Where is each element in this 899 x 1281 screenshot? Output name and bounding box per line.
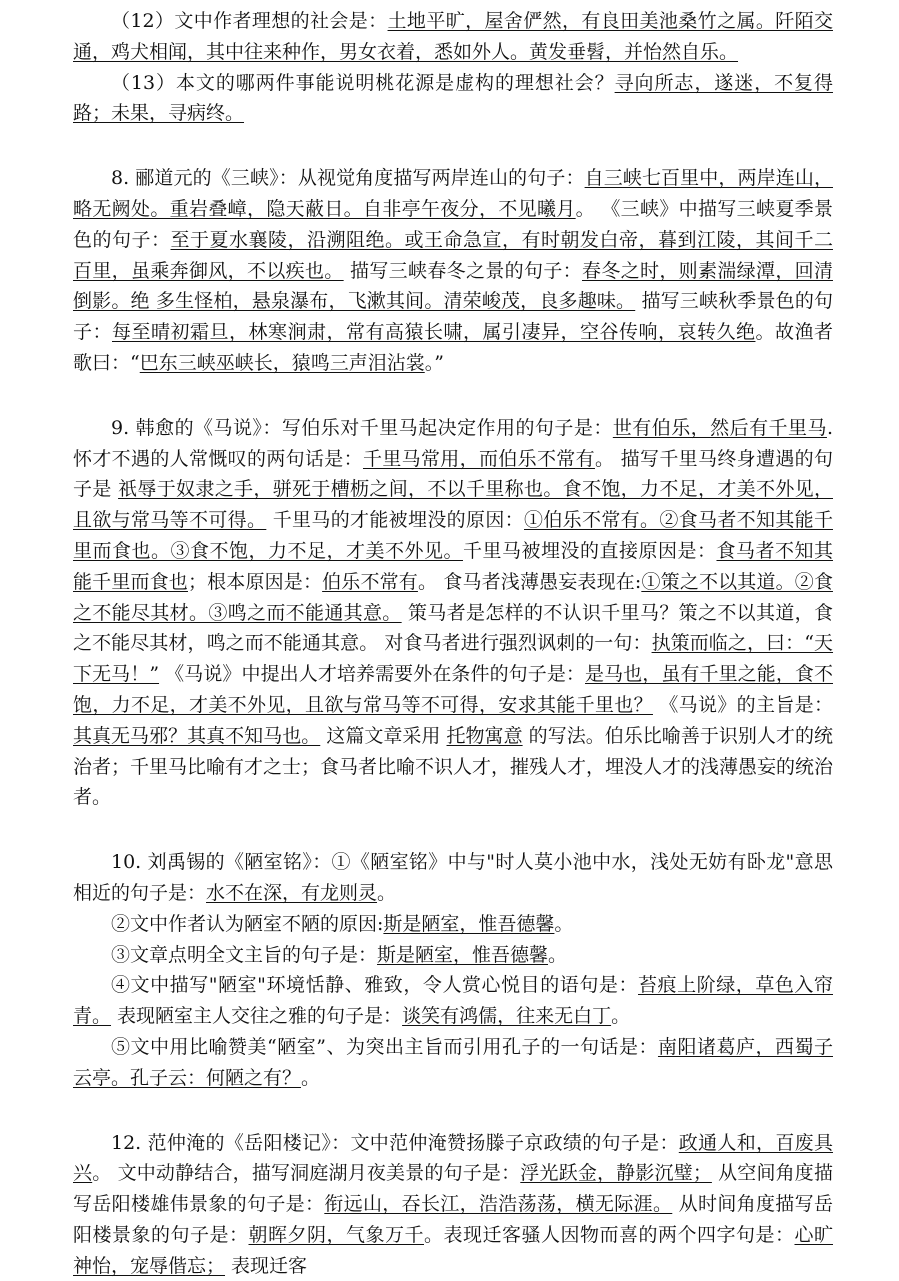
text-run: ④文中描写"陋室"环境恬静、雅致，令人赏心悦目的语句是： — [111, 974, 638, 996]
text-run: 从时间角度描写岳阳楼景象的句子是： — [73, 1193, 833, 1246]
section-10-item-3 — [73, 940, 833, 971]
answer-underlined: 斯是陋室，惟吾德馨 — [383, 913, 554, 935]
section-10-lou-shi-ming — [73, 847, 833, 909]
answer-underlined: 至于夏水襄陵，沿溯阻绝。或王命急宣，有时朝发白帝，暮到江陵，其间千二百里，虽乘奔御风，不以疾也。 — [73, 229, 833, 282]
text-run: 《马说》的主旨是： — [653, 694, 833, 716]
answer-underlined: 食马者不知其能千里而食也 — [73, 540, 833, 593]
text-run: 从空间角度描写岳阳楼雄伟景象的句子是： — [73, 1162, 833, 1215]
text-run: 。 描写千里马终身遭遇的句子是 — [73, 448, 833, 501]
text-run: 。 — [548, 944, 567, 966]
text-run: 。 — [611, 1005, 630, 1027]
section-gap — [73, 129, 833, 163]
text-run: 9. 韩愈的《马说》：写伯乐对千里马起决定作用的句子是： — [111, 417, 613, 439]
text-run: 的写法。伯乐比喻善于识别人才的统治者；千里马比喻有才之士；食马者比喻不识人才，摧残人才，埋没人才的浅薄愚妄的统治者。 — [73, 725, 833, 809]
question-prompt: （12）文中作者理想的社会是： — [111, 10, 388, 32]
text-run: 。 食马者浅薄愚妄表现在: — [418, 571, 641, 593]
answer-underlined: 土地平旷，屋舍俨然，有良田美池桑竹之属。阡陌交通，鸡犬相闻，其中往来种作，男女衣着，悉如外人。黄发垂髫，并怡然自乐。 — [73, 10, 833, 63]
text-run: 。 — [554, 913, 573, 935]
answer-underlined: 是马也，虽有千里之能，食不饱，力不足，才美不外见，且欲与常马等不可得，安求其能千里也？ — [73, 663, 833, 716]
answer-underlined: 托物寓意 — [447, 725, 523, 747]
text-run: 描写三峡春冬之景的句子： — [344, 260, 582, 282]
text-run: 千里马的才能被埋没的原因： — [266, 509, 524, 531]
text-run: 。 — [377, 882, 396, 904]
text-run: .怀才不遇的人常慨叹的两句话是： — [73, 417, 833, 470]
text-run: 8. 郦道元的《三峡》：从视觉角度描写两岸连山的句子： — [111, 167, 585, 189]
section-gap — [73, 379, 833, 413]
answer-underlined: 衔远山，吞长江，浩浩荡荡，横无际涯。 — [324, 1193, 672, 1215]
answer-underlined: ①伯乐不常有。②食马者不知其能千里而食也。③食不饱，力不足，才美不外见。 — [73, 509, 833, 562]
text-run: 。故渔者歌曰：“ — [73, 321, 833, 374]
answer-underlined: 千里马常用，而伯乐不常有 — [363, 448, 595, 470]
section-9-ma-shuo — [73, 413, 833, 813]
answer-underlined: 朝晖夕阴，气象万千 — [249, 1224, 425, 1246]
answer-underlined: 巴东三峡巫峡长，猿鸣三声泪沾裳 — [140, 352, 425, 374]
answer-underlined: 其真无马邪？其真不知马也。 — [73, 725, 320, 747]
text-run: 千里马被埋没的直接原因是： — [463, 540, 717, 562]
section-12-yue-yang-lou-ji — [73, 1128, 833, 1281]
answer-underlined: 苔痕上阶绿，草色入帘青。 — [73, 974, 833, 1027]
text-run: 。” — [425, 352, 444, 374]
text-run: ；根本原因是： — [188, 571, 322, 593]
answer-underlined: 寻向所志，遂迷，不复得路；未果，寻病终。 — [73, 72, 833, 125]
text-run: 10. 刘禹锡的《陋室铭》：①《陋室铭》中与"时人莫小池中水，浅处无妨有卧龙"意思相近的句子是： — [73, 851, 833, 904]
text-run: 表现迁客 — [225, 1255, 307, 1277]
answer-underlined: 谈笑有鸿儒，往来无白丁 — [402, 1005, 611, 1027]
section-gap — [73, 813, 833, 847]
question-prompt: （13）本文的哪两件事能说明桃花源是虚构的理想社会？ — [111, 72, 615, 94]
answer-underlined: 伯乐不常有 — [322, 571, 418, 593]
text-run: ③文章点明全文主旨的句子是： — [111, 944, 377, 966]
item-12 — [73, 6, 833, 68]
text-run: 这篇文章采用 — [320, 725, 446, 747]
answer-underlined: 春冬之时，则素湍绿潭，回清倒影。绝 多生怪柏，悬泉瀑布，飞漱其间。清荣峻茂，良多趣味。 — [73, 260, 833, 313]
answer-underlined: 政通人和，百废具兴 — [73, 1132, 833, 1185]
section-10-item-2 — [73, 909, 833, 940]
section-10-item-4 — [73, 970, 833, 1032]
text-run: 。 《三峡》中描写三峡夏季景色的句子： — [73, 198, 833, 251]
answer-underlined: 水不在深，有龙则灵 — [206, 882, 377, 904]
answer-underlined: 南阳诸葛庐，西蜀子云亭。孔子云：何陋之有？ — [73, 1036, 833, 1089]
text-run: 表现陋室主人交往之雅的句子是： — [111, 1005, 402, 1027]
text-run: 策马者是怎样的不认识千里马？策之不以其道，食之不能尽其材，鸣之而不能通其意。 对食马者进行强烈讽刺的一句： — [73, 602, 833, 655]
text-run: 。 — [301, 1067, 320, 1089]
answer-underlined: 心旷神怡，宠辱偕忘； — [73, 1224, 833, 1277]
text-run: 12. 范仲淹的《岳阳楼记》：文中范仲淹赞扬滕子京政绩的句子是： — [111, 1132, 679, 1154]
text-run: 《马说》中提出人才培养需要外在条件的句子是： — [159, 663, 585, 685]
text-run: ⑤文中用比喻赞美“陋室”、为突出主旨而引用孔子的一句话是： — [111, 1036, 658, 1058]
text-run: 。 文中动静结合，描写洞庭湖月夜美景的句子是： — [92, 1162, 520, 1184]
answer-underlined: 自三峡七百里中，两岸连山，略无阙处。重岩叠嶂，隐天蔽日。自非亭午夜分，不见曦月 — [73, 167, 833, 220]
answer-underlined: 斯是陋室，惟吾德馨 — [377, 944, 548, 966]
item-13 — [73, 68, 833, 130]
document-page — [73, 0, 833, 1281]
section-gap — [73, 1094, 833, 1128]
answer-underlined: 世有伯乐，然后有千里马 — [613, 417, 827, 439]
answer-underlined: 浮光跃金，静影沉璧； — [520, 1162, 712, 1184]
text-run: 描写三峡秋季景色的句子： — [73, 290, 833, 343]
answer-underlined: 祇辱于奴隶之手，骈死于槽枥之间，不以千里称也。食不饱，力不足，才美不外见，且欲与常马等不可得。 — [73, 478, 833, 531]
section-10-item-5 — [73, 1032, 833, 1094]
answer-underlined: 每至晴初霜旦，林寒涧肃，常有高猿长啸，属引凄异，空谷传响，哀转久绝 — [112, 321, 755, 343]
answer-underlined: ①策之不以其道。②食之不能尽其材。③鸣之而不能通其意。 — [73, 571, 833, 624]
section-8-three-gorges — [73, 163, 833, 379]
answer-underlined: 执策而临之，曰：“天下无马！” — [73, 632, 833, 685]
text-run: 。表现迁客骚人因物而喜的两个四字句是： — [424, 1224, 794, 1246]
text-run: ②文中作者认为陋室不陋的原因: — [111, 913, 383, 935]
